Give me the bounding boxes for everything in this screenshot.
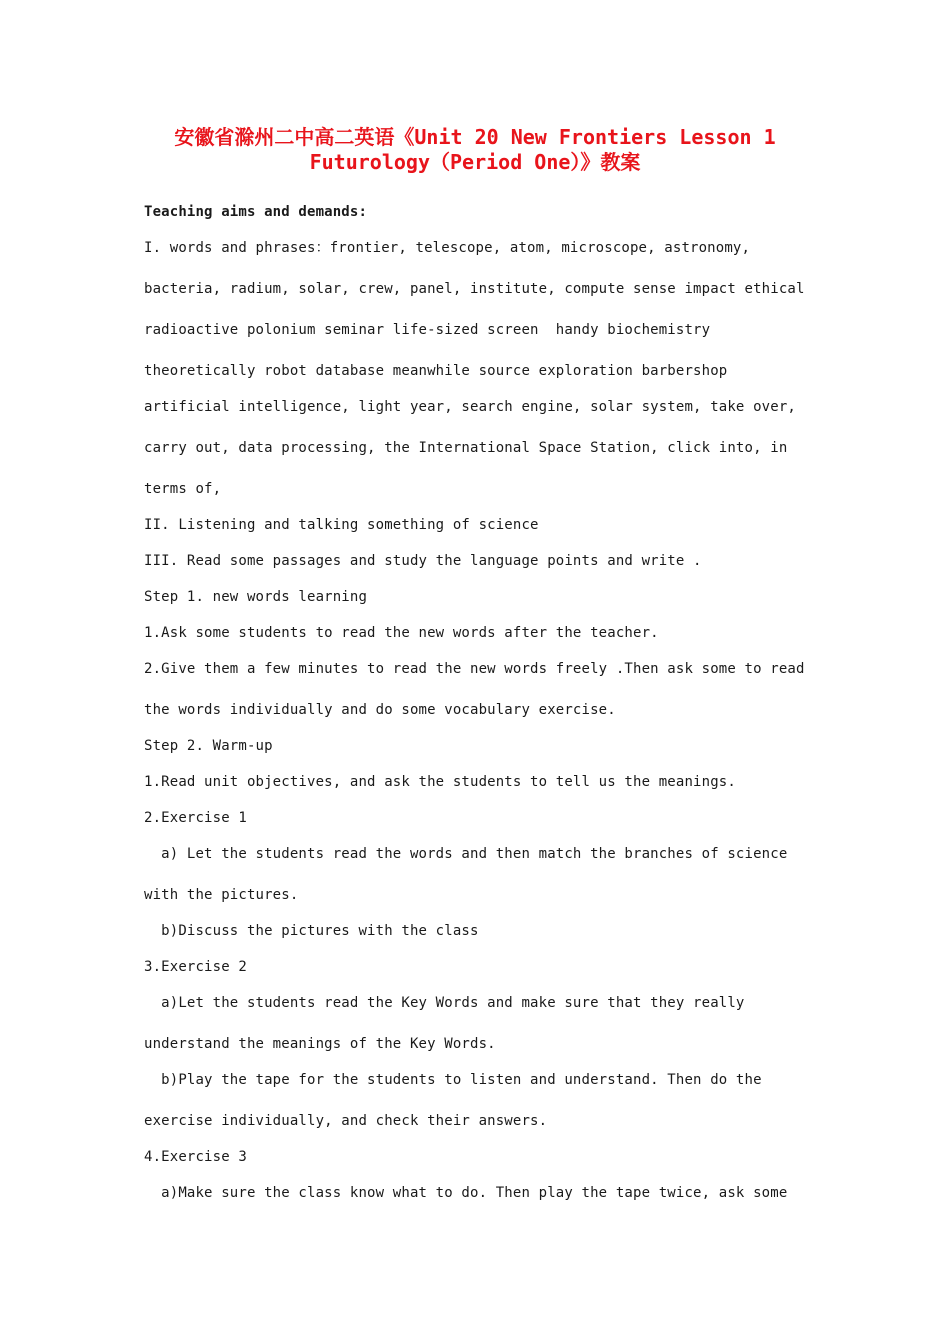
title-line-2: Futurology（Period One）》教案 [309, 150, 641, 174]
text-line: b)Discuss the pictures with the class [144, 923, 479, 939]
text-line: terms of, [144, 481, 222, 497]
text-line: I. words and phrases：frontier, telescope, atom, microscope, astronomy, [144, 240, 751, 256]
text-line: 1.Ask some students to read the new words after the teacher. [144, 625, 659, 641]
text-line: with the pictures. [144, 887, 299, 903]
text-line: carry out, data processing, the International Space Station, click into, in [144, 440, 788, 456]
text-line: 1.Read unit objectives, and ask the students to tell us the meanings. [144, 774, 736, 790]
text-line: 3.Exercise 2 [144, 959, 247, 975]
text-line: artificial intelligence, light year, search engine, solar system, take over, [144, 399, 796, 415]
text-line: a) Let the students read the words and then match the branches of science [144, 846, 788, 862]
text-line: II. Listening and talking something of science [144, 517, 539, 533]
step-heading: Step 1. new words learning [144, 589, 368, 605]
text-line: radioactive polonium seminar life-sized screen handy biochemistry [144, 322, 711, 338]
text-line: a)Let the students read the Key Words and make sure that they really [144, 995, 745, 1011]
section-heading-aims: Teaching aims and demands: [144, 204, 368, 220]
text-line: 4.Exercise 3 [144, 1149, 247, 1165]
text-line: 2.Give them a few minutes to read the new words freely .Then ask some to read [144, 661, 805, 677]
text-line: the words individually and do some vocabulary exercise. [144, 702, 616, 718]
title-line-1: 安徽省滁州二中高二英语《Unit 20 New Frontiers Lesson 1 [174, 125, 776, 149]
text-line: III. Read some passages and study the language points and write . [144, 553, 702, 569]
text-line: exercise individually, and check their answers. [144, 1113, 548, 1129]
text-line: b)Play the tape for the students to listen and understand. Then do the [144, 1072, 762, 1088]
text-line: a)Make sure the class know what to do. Then play the tape twice, ask some [144, 1185, 788, 1201]
step-heading: Step 2. Warm-up [144, 738, 273, 754]
text-line: theoretically robot database meanwhile source exploration barbershop [144, 363, 728, 379]
text-line: bacteria, radium, solar, crew, panel, institute, compute sense impact ethical [144, 281, 805, 297]
document-title [100, 125, 850, 175]
text-line: understand the meanings of the Key Words. [144, 1036, 496, 1052]
text-line: 2.Exercise 1 [144, 810, 247, 826]
